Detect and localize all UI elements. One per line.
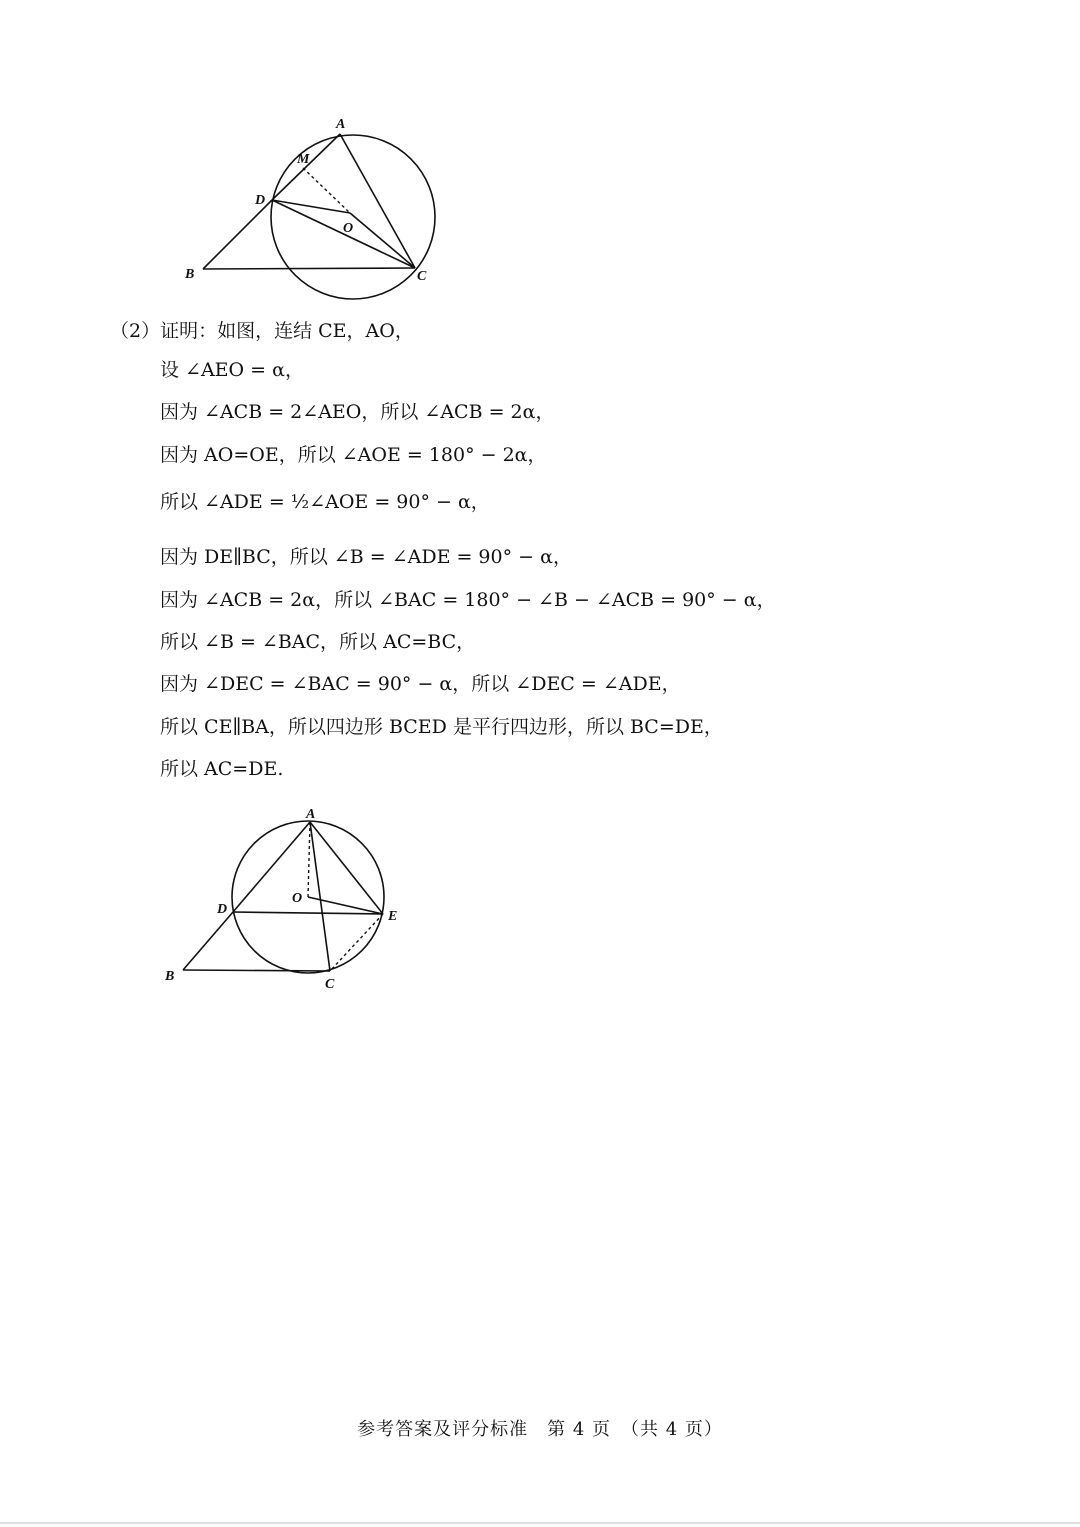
label-O: O xyxy=(343,221,354,236)
label-C: C xyxy=(417,269,427,284)
proof-line: 所以 ∠ADE = ½∠AOE = 90° − α， xyxy=(160,491,490,514)
proof-line: 因为 ∠ACB = 2∠AEO，所以 ∠ACB = 2α， xyxy=(160,401,555,424)
proof-line: 因为 ∠DEC = ∠BAC = 90° − α，所以 ∠DEC = ∠ADE， xyxy=(160,673,681,696)
proof-line: 所以 AC=DE. xyxy=(160,758,284,781)
label-B: B xyxy=(165,969,175,984)
proof-body xyxy=(160,355,776,797)
label-B: B xyxy=(185,267,195,282)
proof-line: 设 ∠AEO = α， xyxy=(160,359,304,381)
proof-line: 所以 CE∥BA，所以四边形 BCED 是平行四边形，所以 BC=DE， xyxy=(160,715,723,738)
geometry-figure-2 xyxy=(160,800,410,995)
page-footer: 参考答案及评分标准 第 4 页 （共 4 页） xyxy=(357,1419,723,1440)
label-C: C xyxy=(325,977,335,992)
label-E: E xyxy=(388,909,398,924)
label-D: D xyxy=(255,193,266,208)
label-O: O xyxy=(292,891,303,906)
proof-intro: （2）证明：如图，连结 CE，AO， xyxy=(110,320,414,342)
proof-line: 因为 ∠ACB = 2α，所以 ∠BAC = 180° − ∠B − ∠ACB = 90° − α， xyxy=(160,588,776,611)
label-M: M xyxy=(297,152,310,167)
label-D: D xyxy=(217,902,228,917)
proof-line: 所以 ∠B = ∠BAC，所以 AC=BC， xyxy=(160,630,476,653)
proof-line: 因为 AO=OE，所以 ∠AOE = 180° − 2α， xyxy=(160,443,547,466)
bottom-edge-divider xyxy=(0,1522,1080,1524)
proof-line: 因为 DE∥BC，所以 ∠B = ∠ADE = 90° − α， xyxy=(160,546,572,569)
label-A: A xyxy=(336,117,346,132)
label-A: A xyxy=(306,807,316,822)
geometry-figure-1 xyxy=(170,105,460,305)
